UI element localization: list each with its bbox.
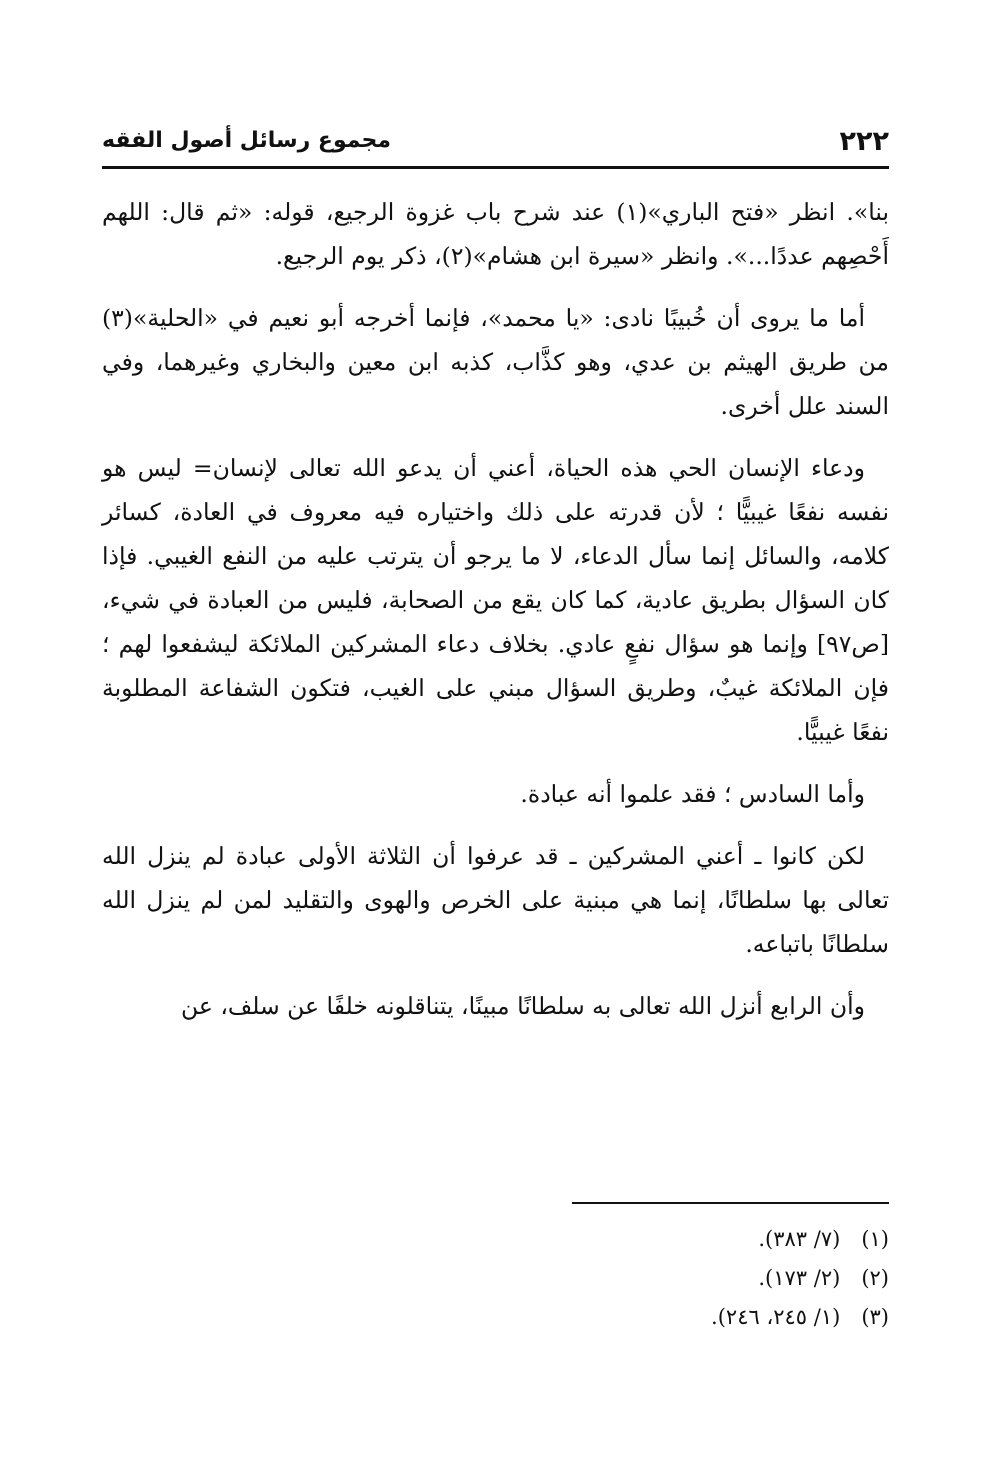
page-header xyxy=(102,126,889,164)
paragraph-2: أما ما يروى أن خُبيبًا نادى: «يا محمد»، فإنما أخرجه أبو نعيم في «الحلية»(٣) من طريق الهيثم بن عدي، وهو كذَّاب، كذبه ابن معين والبخاري وغيرهما، وفي السند علل أخرى. xyxy=(102,304,889,420)
paragraph-4: وأما السادس ؛ فقد علموا أنه عبادة. xyxy=(520,780,865,808)
paragraph-1: بنا». انظر «فتح الباري»(١) عند شرح باب غزوة الرجيع، قوله: «ثم قال: اللهم أَحْصِهم عددًا...». وانظر «سيرة ابن هشام»(٢)، ذكر يوم الرجيع. xyxy=(102,198,889,270)
header-divider xyxy=(102,166,889,169)
footnote-number: (٣) xyxy=(861,1305,889,1329)
footnote-2 xyxy=(102,1259,889,1298)
main-text xyxy=(102,190,889,1046)
paragraph-6: وأن الرابع أنزل الله تعالى به سلطانًا مبينًا، يتناقلونه خلفًا عن سلف، عن xyxy=(180,992,865,1020)
page-number: ٢٢٢ xyxy=(839,126,889,157)
footnote-number: (١) xyxy=(861,1227,889,1251)
footnote-divider xyxy=(572,1202,889,1204)
footnote-3 xyxy=(102,1298,889,1337)
footnote-text: (٢/ ١٧٣). xyxy=(758,1266,841,1290)
footnote-text: (١/ ٢٤٥، ٢٤٦). xyxy=(711,1305,841,1329)
footnotes xyxy=(102,1220,889,1337)
paragraph-5: لكن كانوا ـ أعني المشركين ـ قد عرفوا أن الثلاثة الأولى عبادة لم ينزل الله تعالى بها سلطانًا، إنما هي مبنية على الخرص والهوى والتقليد لمن لم ينزل الله سلطانًا باتباعه. xyxy=(102,842,889,958)
paragraph-3: ودعاء الإنسان الحي هذه الحياة، أعني أن يدعو الله تعالى لإنسان= ليس هو نفسه نفعًا غيبيًّا ؛ لأن قدرته على ذلك واختياره فيه معروف في العادة، كسائر كلامه، والسائل إنما سأل الدعاء، لا ما يرجو أن يترتب عليه من النفع الغيبي. فإذا كان السؤال بطريق عادية، كما كان يقع من الصحابة، فليس من العبادة في شيء، [ص٩٧] وإنما هو سؤال نفعٍ عادي. بخلاف دعاء المشركين الملائكة ليشفعوا لهم ؛ فإن الملائكة غيبٌ، وطريق السؤال مبني على الغيب، فتكون الشفاعة المطلوبة نفعًا غيبيًّا. xyxy=(102,454,889,746)
footnote-text: (٧/ ٣٨٣). xyxy=(758,1227,841,1251)
running-title: مجموع رسائل أصول الفقه xyxy=(102,128,391,153)
footnote-1 xyxy=(102,1220,889,1259)
footnote-number: (٢) xyxy=(861,1266,889,1290)
